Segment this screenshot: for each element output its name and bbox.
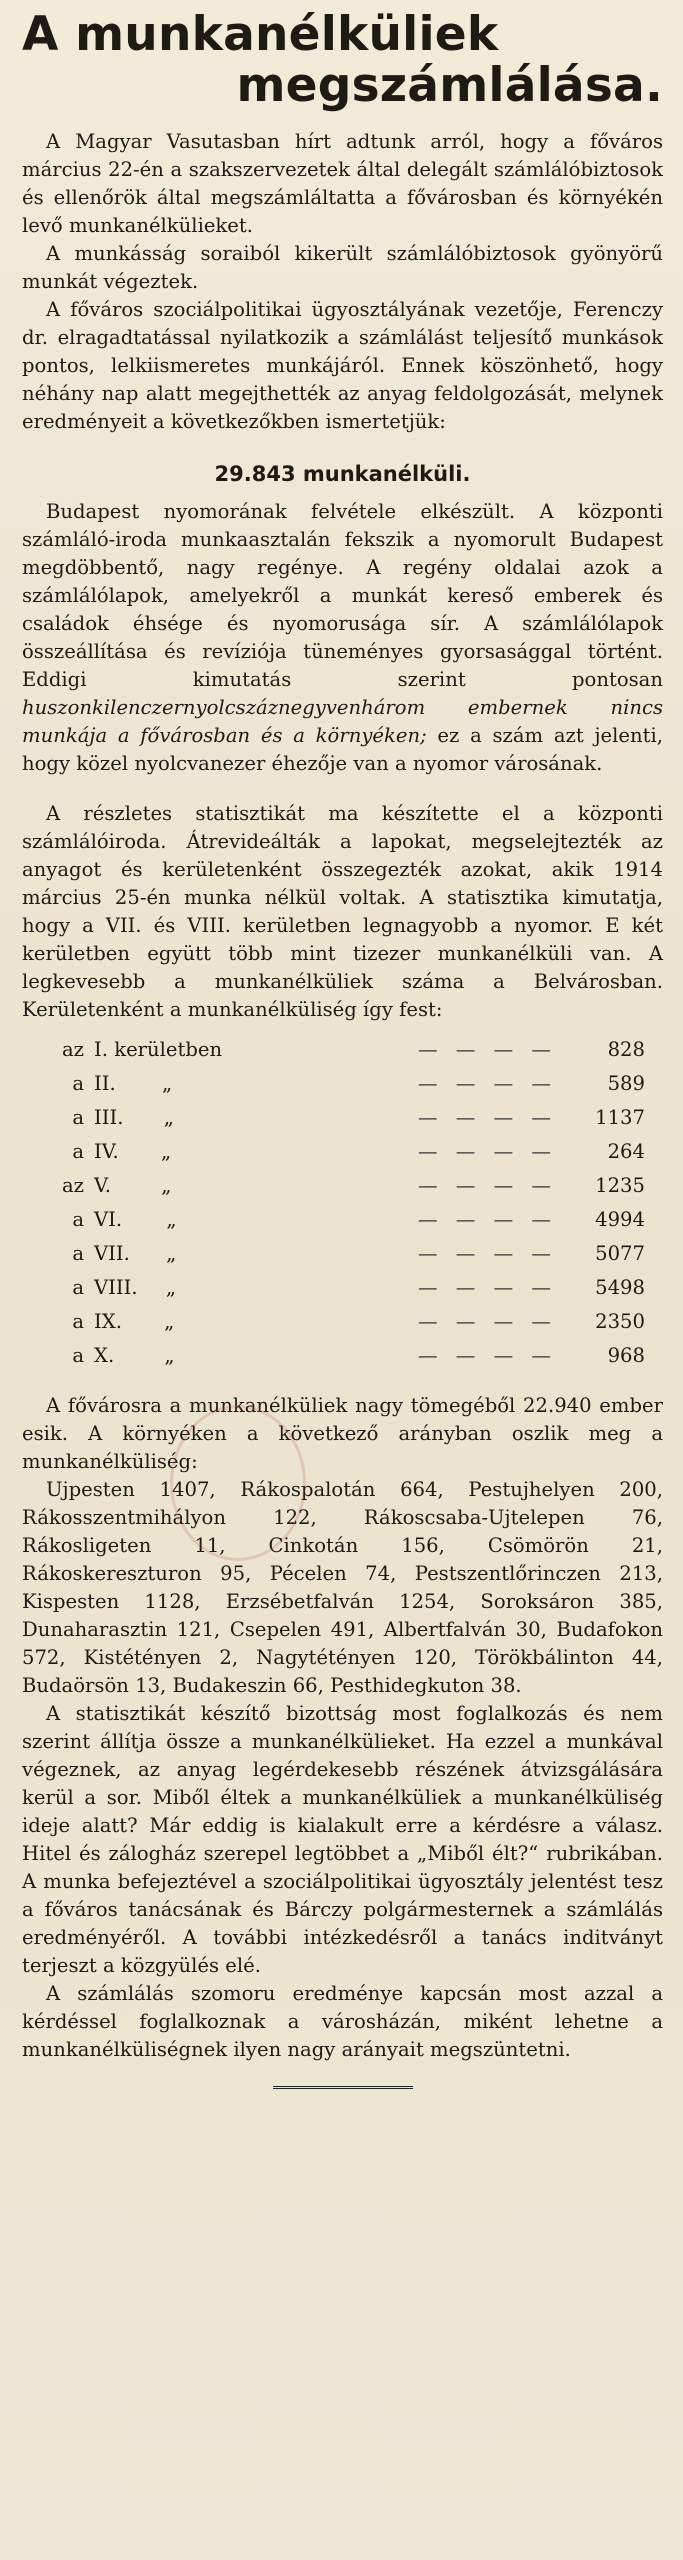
district-name: VIII. „ [94, 1275, 176, 1299]
district-prefix: a [72, 1207, 84, 1231]
census-emphasis: huszonkilenczernyolcszáznegyvenhárom embernek nincs munkája a fővárosban és a környéken; [22, 695, 663, 747]
city-paragraph: A fővárosra a munkanélküliek nagy tömegéből 22.940 ember esik. A környéken a következő arányban oszlik meg a munkanélküliség: [22, 1393, 663, 1473]
district-dashes: — — — — [417, 1037, 557, 1061]
district-name: II. „ [94, 1071, 173, 1095]
district-row [22, 1140, 663, 1174]
district-dashes: — — — — [417, 1207, 557, 1231]
district-count: 1235 [595, 1173, 645, 1197]
census-section [22, 498, 663, 778]
census-text-before: Budapest nyomorának felvétele elkészült. A központi számláló-iroda munkaasztalán fekszik a nyomorult Budapest megdöbbentő, nagy regénye. A regény oldalai azok a számlálólapok, amelyekről a munkát kereső emberek és családok éhsége és nyomorusága sír. A számlálólapok összeállítása és revíziója tüneményes gyorsasággal történt. Eddigi kimutatás szerint pontosan [22, 499, 663, 691]
district-table [22, 1038, 663, 1378]
committee-paragraph: A statisztikát készítő bizottság most foglalkozás és nem szerint állítja össze a munkanélkülieket. Ha ezzel a munkával végeznek, az anyag legérdekesebb részének átvizsgálására kerül a sor. Miből éltek a munkanélküliek a munkanélküliség ideje alatt? Már eddig is kialakult erre a kérdésre a válasz. Hitel és zálogház szerepel legtöbbet a „Miből élt?“ rubrikában. A munka befejeztével a szociálpolitikai ügyosztály jelentést tesz a főváros tanácsának és Bárczy polgármesternek a számlálás eredményéről. A további intézkedésről a tanács inditványt terjeszt a közgyülés elé. [22, 1701, 663, 1977]
stats-paragraph: A részletes statisztikát ma készítette el a központi számlálóiroda. Átrevideálták a lapokat, megselejtezték az anyagot és kerületenként összegezték azokat, akik 1914 március 25-én munka nélkül voltak. A statisztika kimutatja, hogy a VII. és VIII. kerületben legnagyobb a nyomor. E két kerületben együtt több mint tizezer munkanélküli van. A legkevesebb a munkanélküliek száma a Belvárosban. Kerületenként a munkanélküliség így fest: [22, 801, 663, 1021]
district-dashes: — — — — [417, 1071, 557, 1095]
district-row [22, 1344, 663, 1378]
district-dashes: — — — — [417, 1173, 557, 1197]
district-dashes: — — — — [417, 1241, 557, 1265]
district-prefix: a [72, 1139, 84, 1163]
district-name: VI. „ [94, 1207, 177, 1231]
district-count: 589 [607, 1071, 645, 1095]
district-prefix: az [61, 1173, 84, 1197]
district-dashes: — — — — [417, 1309, 557, 1333]
city-section [22, 1392, 663, 2064]
district-prefix: a [72, 1105, 84, 1129]
closing-paragraph: A számlálás szomoru eredménye kapcsán most azzal a kérdéssel foglalkoznak a városházán, miként lehetne a munkanélküliségnek ilyen nagy arányait megszüntetni. [22, 1981, 663, 2061]
district-count: 5498 [595, 1275, 645, 1299]
intro-paragraph-1: A Magyar Vasutasban hírt adtunk arról, hogy a főváros március 22-én a szakszervezetek által delegált számlálóbiztosok és ellenőrök által megszámláltatta a fővárosban és környékén levő munkanélkülieket. [22, 129, 663, 237]
district-row [22, 1242, 663, 1276]
district-name: V. „ [94, 1173, 172, 1197]
headline-line-2: megszámlálása. [236, 57, 663, 113]
district-name: VII. „ [94, 1241, 177, 1265]
district-prefix: a [72, 1241, 84, 1265]
district-prefix: a [72, 1071, 84, 1095]
intro-paragraph-3: A főváros szociálpolitikai ügyosztályának vezetője, Ferenczy dr. elragadtatással nyilatkozik a számlálást teljesítő munkások pontos, lelkiismeretes munkájáról. Ennek köszönhető, hogy néhány nap alatt megejthették az anyag feldolgozását, melynek eredményeit a következőkben ismertetjük: [22, 297, 663, 433]
district-prefix: a [72, 1343, 84, 1367]
district-prefix: az [61, 1037, 84, 1061]
district-row [22, 1310, 663, 1344]
district-name: III. „ [94, 1105, 174, 1129]
headline [22, 7, 663, 113]
subheading: 29.843 munkanélküli. [214, 461, 471, 486]
district-row [22, 1276, 663, 1310]
headline-line-1: A munkanélküliek [22, 7, 499, 62]
district-row [22, 1038, 663, 1072]
district-prefix: a [72, 1309, 84, 1333]
stats-section [22, 800, 663, 1024]
district-count: 5077 [595, 1241, 645, 1265]
district-row [22, 1174, 663, 1208]
district-prefix: a [72, 1275, 84, 1299]
census-paragraph [22, 498, 663, 778]
district-count: 968 [607, 1343, 645, 1367]
intro-paragraph-2: A munkásság soraiból kikerült számlálóbiztosok gyönyörű munkát végeztek. [22, 241, 663, 293]
district-row [22, 1072, 663, 1106]
district-count: 2350 [595, 1309, 645, 1333]
district-count: 264 [607, 1139, 645, 1163]
district-dashes: — — — — [417, 1105, 557, 1129]
district-count: 828 [607, 1037, 645, 1061]
suburbs-paragraph: Ujpesten 1407, Rákospalotán 664, Pestujhelyen 200, Rákosszentmihályon 122, Rákoscsaba-Ujtelepen 76, Rákosligeten 11, Cinkotán 156, Csömörön 21, Rákoskereszturon 95, Pécelen 74, Pestszentlőrinczen 213, Kispesten 1128, Erzsébetfalván 1254, Soroksáron 385, Dunaharasztin 121, Csepelen 491, Albertfalván 30, Budafokon 572, Kistétényen 2, Nagytétényen 120, Törökbálinton 44, Budaörsön 13, Budakeszin 66, Pesthidegkuton 38. [22, 1477, 663, 1697]
district-name: IX. „ [94, 1309, 175, 1333]
census-text-after: ez a szám azt jelenti, hogy közel nyolcvanezer éhezője van a nyomor városának. [22, 723, 663, 775]
district-name: IV. „ [94, 1139, 172, 1163]
district-name: X. „ [94, 1343, 175, 1367]
district-row [22, 1208, 663, 1242]
district-count: 4994 [595, 1207, 645, 1231]
district-dashes: — — — — [417, 1343, 557, 1367]
district-name: I. kerületben [94, 1037, 223, 1061]
district-dashes: — — — — [417, 1275, 557, 1299]
closing-rule [273, 2086, 413, 2089]
district-dashes: — — — — [417, 1139, 557, 1163]
intro-section [22, 128, 663, 436]
district-row [22, 1106, 663, 1140]
district-count: 1137 [595, 1105, 645, 1129]
